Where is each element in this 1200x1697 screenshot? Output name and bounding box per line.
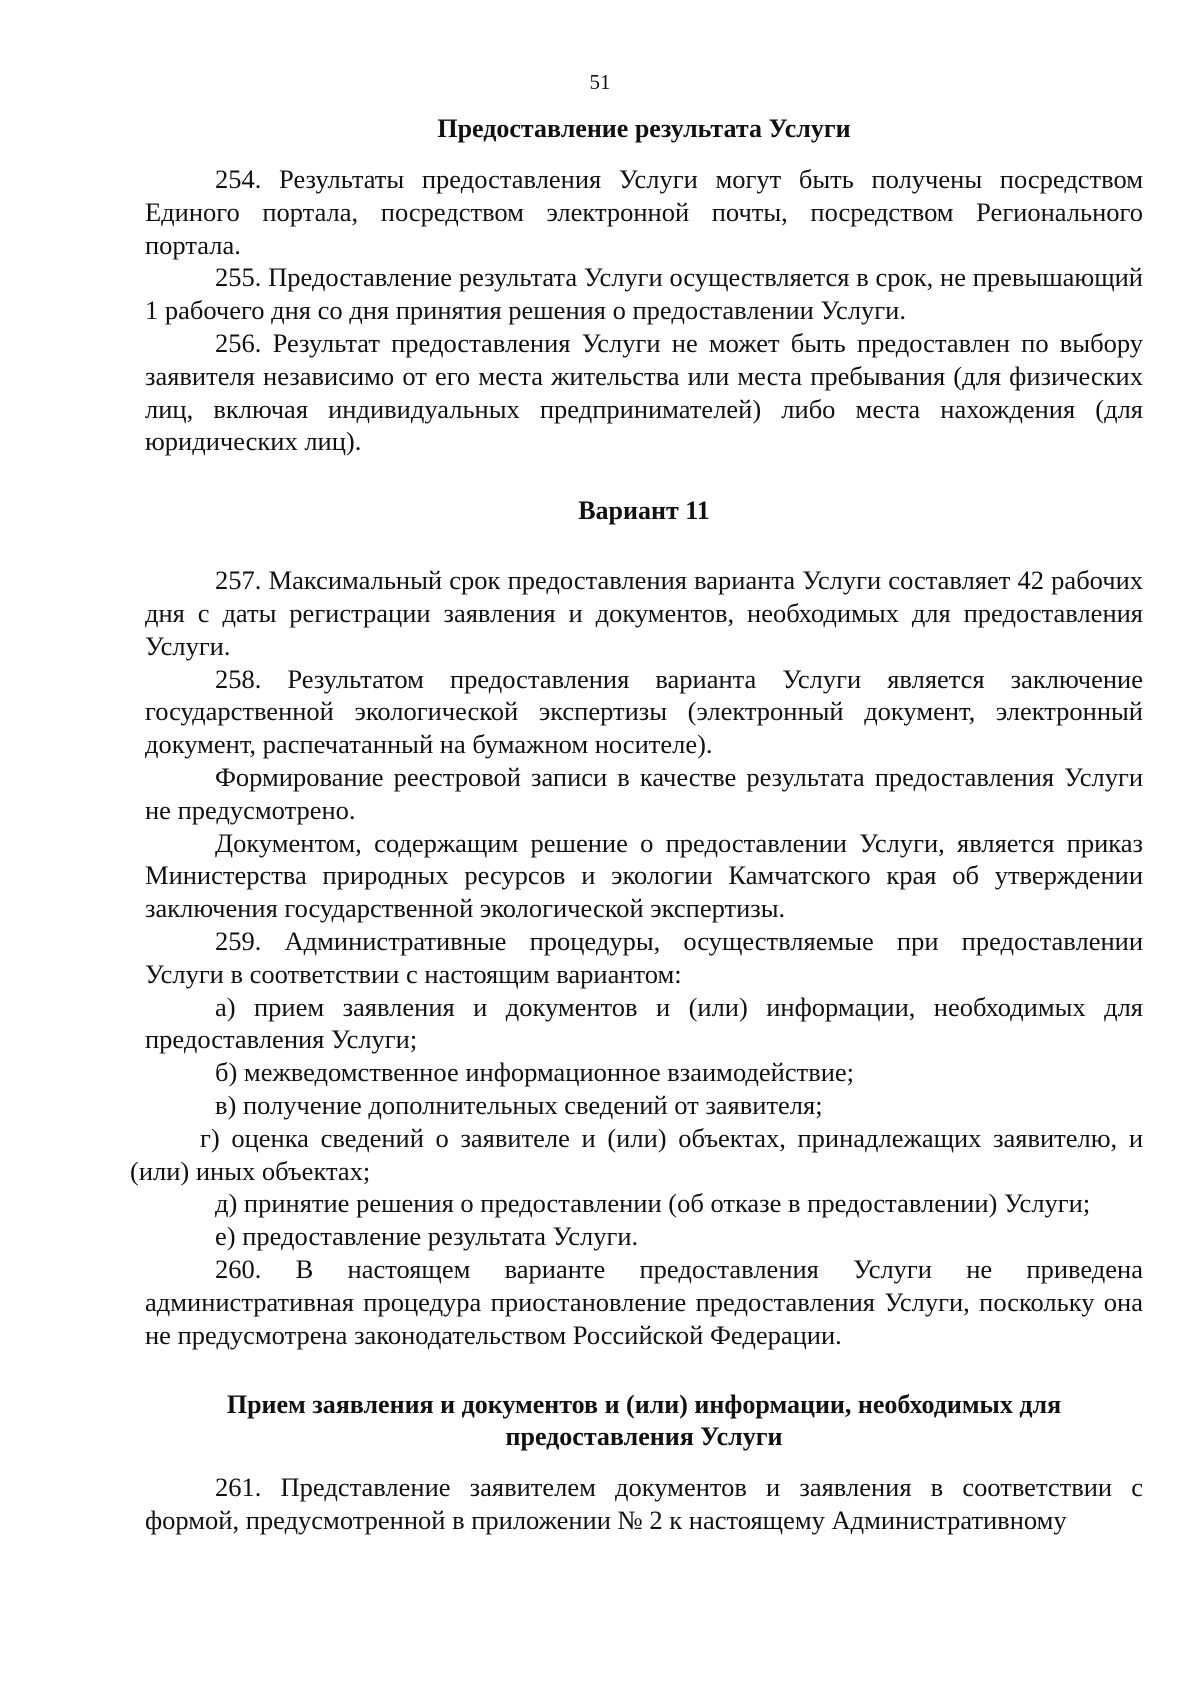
section-heading-result: Предоставление результата Услуги xyxy=(437,114,851,143)
paragraph-256: 256. Результат предоставления Услуги не может быть предоставлен по выбору заявителя независимо от его места жительства или места пребывания (для физических лиц, включая индивидуальных предпринимателей) либо места нахождения (для юридических лиц). xyxy=(145,327,1143,457)
paragraph-254: 254. Результаты предоставления Услуги могут быть получены посредством Единого портала, посредством электронной почты, посредством Регионального портала. xyxy=(145,164,1143,260)
page-number: 51 xyxy=(589,70,611,94)
list-item-v: в) получение дополнительных сведений от заявителя; xyxy=(215,1089,823,1120)
section-heading-application-line2: предоставления Услуги xyxy=(505,1422,783,1452)
paragraph-260: 260. В настоящем варианте предоставления Услуги не приведена административная процедура приостановление предоставления Услуги, поскольку она не предусмотрена законодательством Российской Федерации. xyxy=(145,1253,1143,1350)
paragraph-258: 258. Результатом предоставления варианта Услуги является заключение государственной экологической экспертизы (электронный документ, электронный документ, распечатанный на бумажном носителе). xyxy=(145,663,1143,760)
section-heading-application-line1: Прием заявления и документов и (или) информации, необходимых для xyxy=(226,1390,1062,1420)
section-heading-variant-11: Вариант 11 xyxy=(578,496,710,526)
paragraph-259: 259. Административные процедуры, осуществляемые при предоставлении Услуги в соответствии с настоящим вариантом: xyxy=(145,925,1143,989)
paragraph-261: 261. Представление заявителем документов и заявления в соответствии с формой, предусмотренной в приложении № 2 к настоящему Административному xyxy=(145,1472,1143,1536)
paragraph-257: 257. Максимальный срок предоставления варианта Услуги составляет 42 рабочих дня с даты регистрации заявления и документов, необходимых для предоставления Услуги. xyxy=(145,565,1143,661)
list-item-e: е) предоставление результата Услуги. xyxy=(215,1221,639,1252)
paragraph-decision-document: Документом, содержащим решение о предоставлении Услуги, является приказ Министерства природных ресурсов и экологии Камчатского края об утверждении заключения государственной экологической экспертизы. xyxy=(145,827,1143,924)
list-item-a: а) прием заявления и документов и (или) информации, необходимых для предоставления Услуги; xyxy=(145,991,1143,1055)
paragraph-registry-note: Формирование реестровой записи в качестве результата предоставления Услуги не предусмотрено. xyxy=(145,761,1143,825)
list-item-b: б) межведомственное информационное взаимодействие; xyxy=(215,1057,855,1088)
list-item-d: д) принятие решения о предоставлении (об отказе в предоставлении) Услуги; xyxy=(215,1188,1091,1219)
paragraph-255: 255. Предоставление результата Услуги осуществляется в срок, не превышающий 1 рабочего дня со дня принятия решения о предоставлении Услуги. xyxy=(145,262,1143,326)
document-body xyxy=(130,113,1143,1537)
list-item-g: г) оценка сведений о заявителе и (или) объектах, принадлежащих заявителю, и (или) иных объектах; xyxy=(130,1122,1143,1186)
